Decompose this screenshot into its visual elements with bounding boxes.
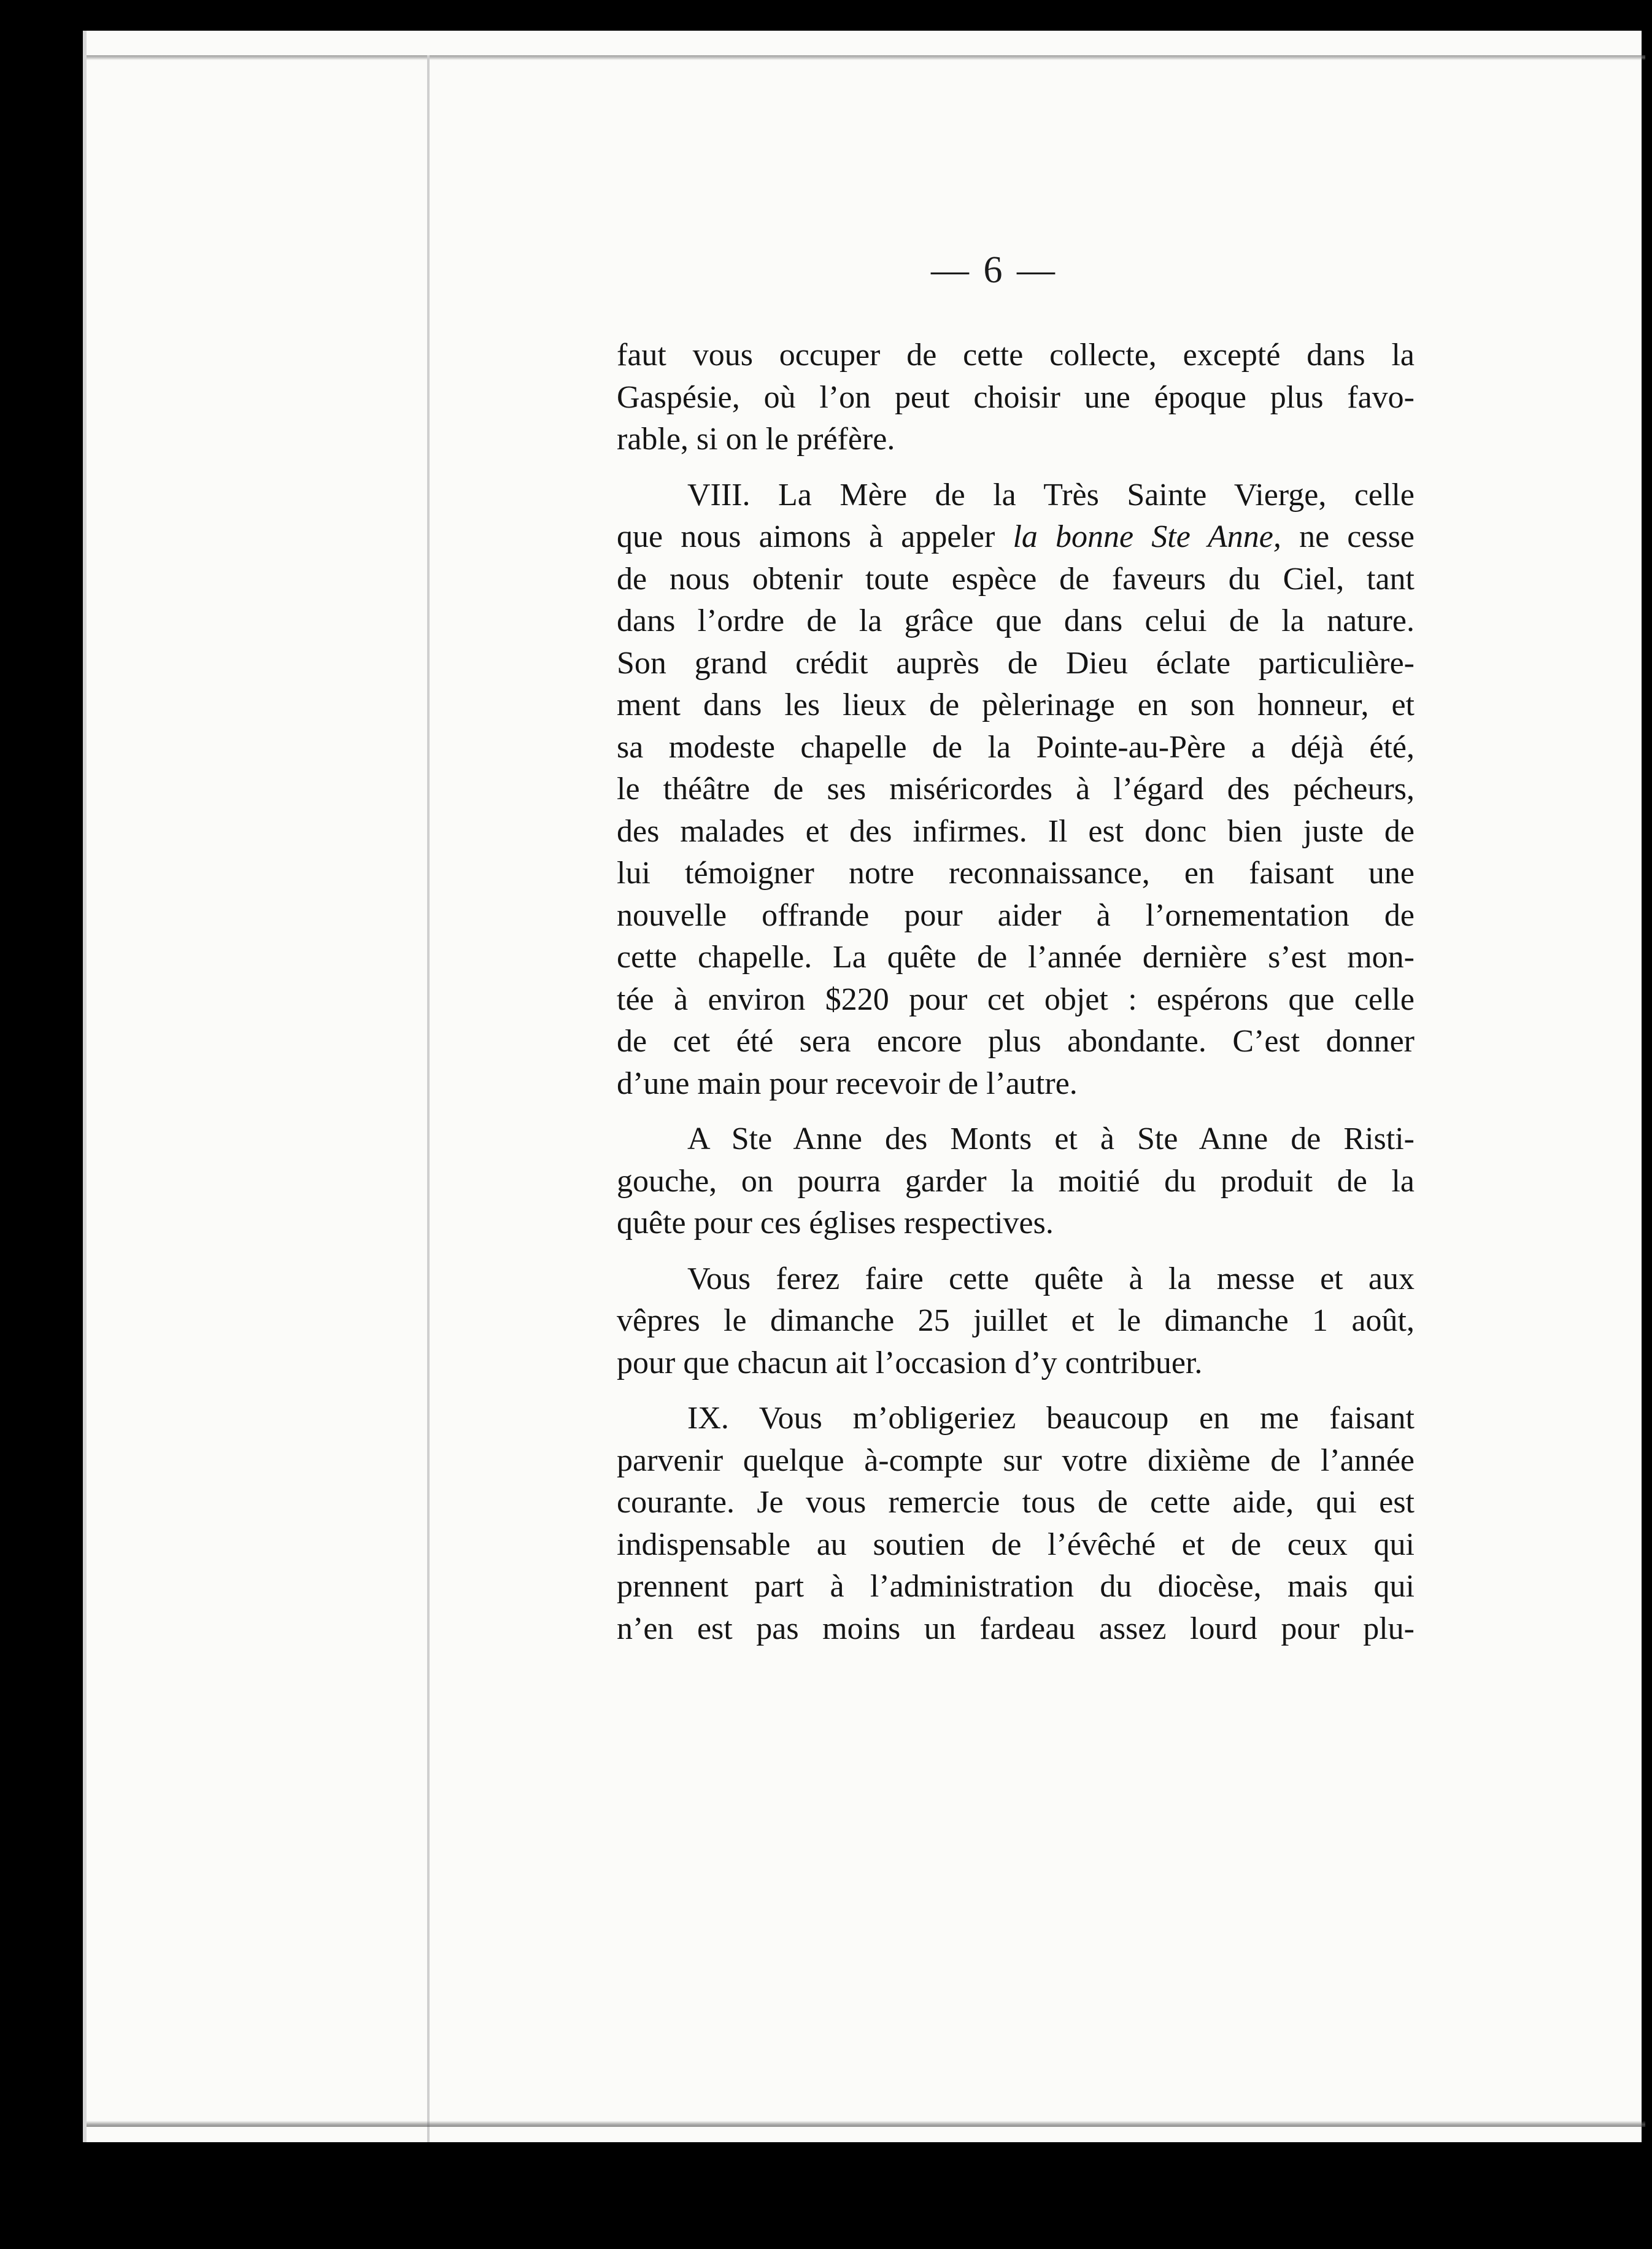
- page-fold-line: [427, 55, 430, 2142]
- text-line: prennent part à l’administration du diocèse, mais qui: [617, 1569, 1415, 1604]
- text-line: d’une main pour recevoir de l’autre.: [617, 1066, 1078, 1101]
- text-line: rable, si on le préfère.: [617, 422, 895, 457]
- page-bottom-edge: [87, 2121, 1645, 2127]
- text-segment: que nous aimons à appeler: [617, 519, 995, 554]
- paragraph-ix: [617, 1398, 1415, 1650]
- text-line: lui témoigner notre reconnaissance, en faisant une: [617, 856, 1415, 891]
- text-line: cette chapelle. La quête de l’année dernière s’est mon-: [617, 940, 1415, 975]
- paragraph-quete: [617, 1258, 1415, 1385]
- text-line: dans l’ordre de la grâce que dans celui de la nature.: [617, 603, 1415, 638]
- text-line: gouche, on pourra garder la moitié du produit de la: [617, 1163, 1415, 1199]
- page-top-edge: [87, 55, 1645, 60]
- text-line-with-italic: [617, 516, 1415, 559]
- paragraph-viii: [617, 474, 1415, 1105]
- text-line: IX. Vous m’obligeriez beaucoup en me faisant: [687, 1401, 1415, 1436]
- text-line: faut vous occuper de cette collecte, excepté dans la: [617, 338, 1415, 373]
- paragraph-ste-anne: [617, 1118, 1415, 1245]
- text-line: sa modeste chapelle de la Pointe-au-Père a déjà été,: [617, 729, 1415, 765]
- text-line: tée à environ $220 pour cet objet : espérons que celle: [617, 981, 1415, 1017]
- text-line: de cet été sera encore plus abondante. C’est donner: [617, 1024, 1415, 1059]
- text-line: le théâtre de ses miséricordes à l’égard des pécheurs,: [617, 772, 1415, 807]
- text-line: Gaspésie, où l’on peut choisir une époque plus favo-: [617, 379, 1415, 415]
- text-line: VIII. La Mère de la Très Sainte Vierge, celle: [687, 477, 1415, 513]
- text-line: courante. Je vous remercie tous de cette aide, qui est: [617, 1485, 1415, 1520]
- text-line: Vous ferez faire cette quête à la messe et aux: [687, 1261, 1415, 1296]
- text-line: vêpres le dimanche 25 juillet et le dimanche 1 août,: [617, 1303, 1415, 1338]
- text-line: ment dans les lieux de pèlerinage en son honneur, et: [617, 687, 1415, 722]
- text-line: indispensable au soutien de l’évêché et de ceux qui: [617, 1527, 1415, 1562]
- page-number: — 6 —: [931, 249, 1057, 291]
- text-segment: ne cesse: [1299, 519, 1415, 554]
- text-line: n’en est pas moins un fardeau assez lourd pour plu-: [617, 1611, 1415, 1646]
- text-line: quête pour ces églises respectives.: [617, 1206, 1054, 1241]
- italic-phrase: la bonne Ste Anne,: [1013, 519, 1281, 554]
- paragraph-1: [617, 335, 1415, 461]
- text-line: de nous obtenir toute espèce de faveurs du Ciel, tant: [617, 561, 1415, 597]
- text-line: parvenir quelque à-compte sur votre dixième de l’année: [617, 1442, 1415, 1478]
- text-line: nouvelle offrande pour aider à l’ornementation de: [617, 897, 1415, 933]
- text-line: pour que chacun ait l’occasion d’y contribuer.: [617, 1345, 1203, 1380]
- text-line: Son grand crédit auprès de Dieu éclate particulière-: [617, 645, 1415, 681]
- text-line: A Ste Anne des Monts et à Ste Anne de Risti-: [687, 1121, 1415, 1156]
- body-text: [617, 335, 1415, 1650]
- text-line: des malades et des infirmes. Il est donc bien juste de: [617, 813, 1415, 849]
